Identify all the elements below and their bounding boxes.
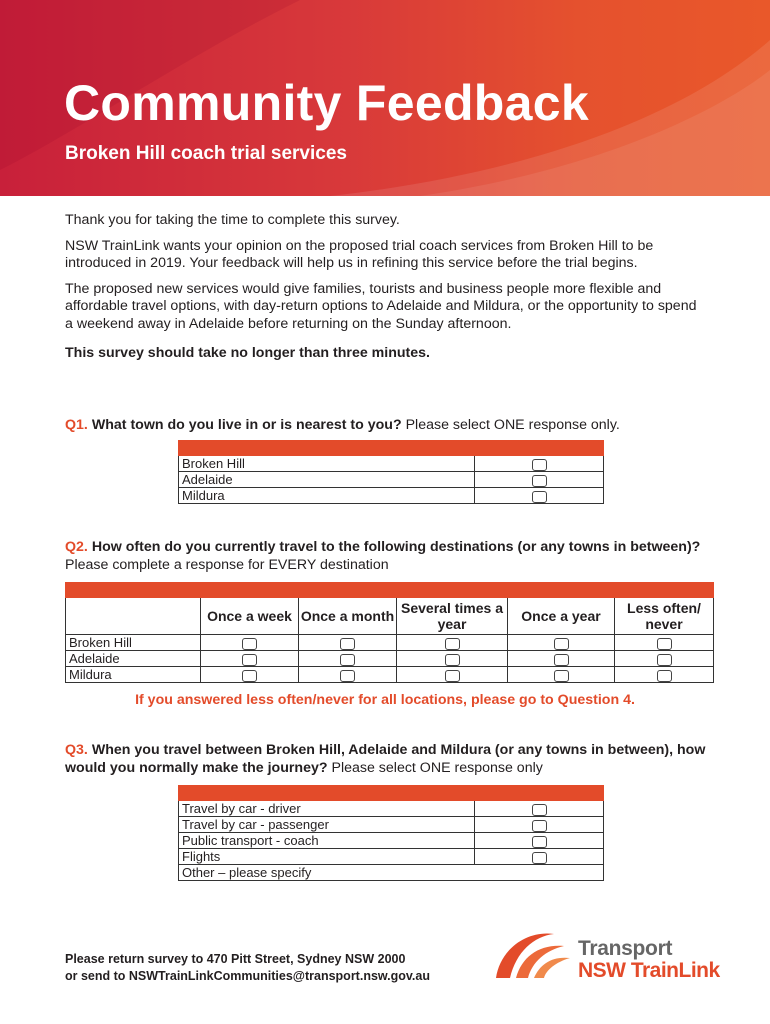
page-subtitle: Broken Hill coach trial services	[65, 143, 347, 164]
checkbox[interactable]	[657, 670, 672, 682]
intro-paragraph: NSW TrainLink wants your opinion on the proposed trial coach services from Broken Hill to be introduced in 2019. Your feedback will help us in refining this service before the trial begins.	[65, 237, 654, 271]
option-label: Other – please specify	[179, 865, 604, 881]
table-header-row	[66, 598, 714, 635]
transport-swoosh-logo-icon	[490, 926, 580, 986]
q2-frequency-table	[65, 582, 714, 683]
checkbox[interactable]	[532, 459, 547, 471]
checkbox[interactable]	[532, 491, 547, 503]
question-instruction: Please select ONE response only.	[405, 417, 620, 433]
logo-text-nsw-trainlink: NSW TrainLink	[578, 959, 720, 982]
checkbox[interactable]	[532, 836, 547, 848]
option-label: Mildura	[179, 488, 475, 504]
column-header: Less often/ never	[615, 598, 714, 635]
return-address: Please return survey to 470 Pitt Street, Sydney NSW 2000	[65, 952, 406, 966]
return-email: or send to NSWTrainLinkCommunities@transport.nsw.gov.au	[65, 969, 430, 983]
checkbox[interactable]	[532, 804, 547, 816]
table-row	[179, 488, 604, 504]
checkbox[interactable]	[445, 670, 460, 682]
table-row	[66, 651, 714, 667]
checkbox[interactable]	[554, 670, 569, 682]
question-number: Q2.	[65, 539, 88, 555]
option-label: Adelaide	[179, 472, 475, 488]
option-label: Travel by car - driver	[179, 801, 475, 817]
question-text: When you travel between Broken Hill, Adelaide and Mildura (or any towns in between), how would you normally make the journey?	[65, 742, 706, 776]
return-instructions	[65, 951, 430, 985]
question-3	[65, 742, 715, 777]
table-row	[179, 472, 604, 488]
checkbox[interactable]	[532, 475, 547, 487]
checkbox[interactable]	[445, 638, 460, 650]
column-header: Once a month	[299, 598, 397, 635]
checkbox[interactable]	[242, 654, 257, 666]
table-row	[66, 635, 714, 651]
table-header-bar	[179, 441, 604, 456]
intro-paragraph: Thank you for taking the time to complete this survey.	[65, 212, 400, 228]
column-header: Several times a year	[397, 598, 508, 635]
question-number: Q3.	[65, 742, 88, 758]
checkbox[interactable]	[554, 654, 569, 666]
intro-paragraph: The proposed new services would give families, tourists and business people more flexible and affordable travel options, with day-return options to Adelaide and Mildura, or the opportunity to spend a weekend away in Adelaide before returning on the Sunday afternoon.	[65, 280, 697, 332]
option-label: Travel by car - passenger	[179, 817, 475, 833]
table-row	[179, 817, 604, 833]
question-instruction: Please complete a response for EVERY destination	[65, 556, 389, 573]
table-row	[179, 801, 604, 817]
table-row	[179, 865, 604, 881]
option-label: Broken Hill	[179, 456, 475, 472]
logo-text-transport: Transport	[578, 937, 673, 960]
checkbox[interactable]	[657, 654, 672, 666]
survey-duration-note: This survey should take no longer than three minutes.	[65, 345, 431, 361]
header-banner	[0, 0, 770, 196]
checkbox[interactable]	[340, 670, 355, 682]
checkbox[interactable]	[445, 654, 460, 666]
question-2	[65, 539, 715, 574]
question-text: What town do you live in or is nearest to you?	[91, 417, 402, 433]
checkbox[interactable]	[532, 820, 547, 832]
checkbox[interactable]	[340, 654, 355, 666]
table-row	[179, 849, 604, 865]
row-label: Mildura	[66, 667, 201, 683]
checkbox[interactable]	[340, 638, 355, 650]
row-label: Adelaide	[66, 651, 201, 667]
question-instruction: Please select ONE response only	[331, 759, 543, 776]
table-header-bar	[179, 786, 604, 801]
checkbox[interactable]	[532, 852, 547, 864]
option-label: Flights	[179, 849, 475, 865]
skip-instruction: If you answered less often/never for all locations, please go to Question 4.	[135, 692, 635, 708]
checkbox[interactable]	[242, 638, 257, 650]
q1-options-table	[178, 440, 604, 504]
table-header-bar	[66, 583, 714, 598]
option-label: Public transport - coach	[179, 833, 475, 849]
table-row	[179, 456, 604, 472]
checkbox[interactable]	[554, 638, 569, 650]
question-1	[65, 417, 715, 435]
q3-options-table	[178, 785, 604, 881]
column-header: Once a year	[508, 598, 615, 635]
column-header: Once a week	[201, 598, 299, 635]
table-row	[179, 833, 604, 849]
row-label: Broken Hill	[66, 635, 201, 651]
question-number: Q1.	[65, 417, 88, 433]
checkbox[interactable]	[657, 638, 672, 650]
transport-logo	[490, 926, 730, 986]
page-title: Community Feedback	[64, 75, 589, 131]
question-text: How often do you currently travel to the following destinations (or any towns in between)?	[91, 539, 701, 555]
table-row	[66, 667, 714, 683]
checkbox[interactable]	[242, 670, 257, 682]
intro-section	[65, 212, 705, 371]
